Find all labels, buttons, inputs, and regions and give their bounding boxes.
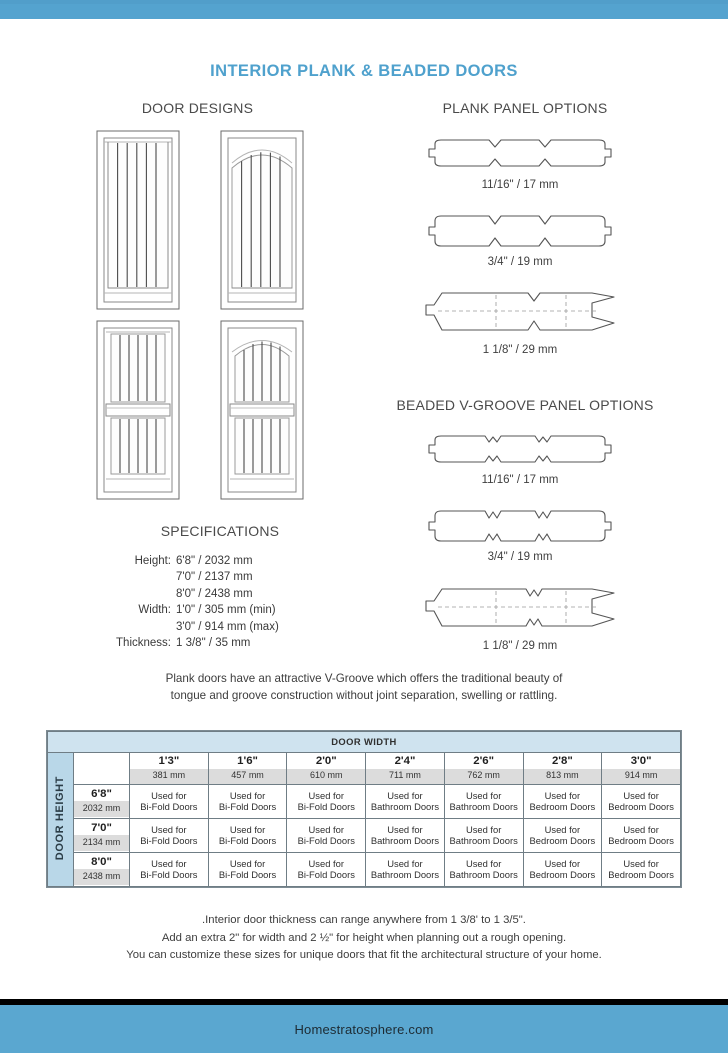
- cell-line-1: Used for: [308, 823, 344, 835]
- cell-line-2: Bedroom Doors: [529, 869, 596, 881]
- door-height-label: DOOR HEIGHT: [53, 775, 66, 861]
- blurb-line-1: Plank doors have an attractive V-Groove which offers the traditional beauty of: [165, 672, 563, 685]
- cell-1-3: [366, 818, 445, 852]
- height-mm: 2438 mm: [74, 869, 129, 884]
- door-size-table: [46, 730, 682, 888]
- width-mm: 813 mm: [524, 769, 602, 784]
- blurb-line-2: tongue and groove construction without joint separation, swelling or rattling.: [170, 689, 558, 702]
- top-accent-bar: [0, 0, 728, 19]
- note-line-3: You can customize these sizes for unique doors that fit the architectural structure of your home.: [126, 949, 602, 961]
- note-line-1: .Interior door thickness can range anywhere from 1 3/8' to 1 3/5".: [202, 914, 526, 926]
- cell-line-1: Used for: [465, 823, 502, 835]
- cell-2-4: [444, 852, 523, 886]
- cell-line-1: Used for: [308, 789, 344, 801]
- cell-line-1: Used for: [623, 789, 659, 801]
- beaded-caption-11-16: 11/16" / 17 mm: [481, 474, 559, 486]
- cell-1-1: [208, 818, 287, 852]
- cell-line-1: Used for: [229, 823, 266, 835]
- cell-0-0: [130, 784, 209, 818]
- cell-2-1: [208, 852, 287, 886]
- cell-line-2: Bi-Fold Doors: [140, 835, 198, 847]
- page-title: INTERIOR PLANK & BEADED DOORS: [210, 62, 518, 80]
- section-heading-specifications: SPECIFICATIONS: [160, 523, 280, 539]
- cell-0-3: [366, 784, 445, 818]
- spec-label: [60, 569, 176, 585]
- plank-profile-11-16: [427, 136, 613, 170]
- spec-value: 3'0" / 914 mm (max): [176, 620, 279, 633]
- beaded-profile-3-4: [427, 508, 613, 544]
- width-ft: 2'0": [315, 755, 337, 767]
- width-col-1: [208, 753, 287, 785]
- spec-row: [60, 569, 360, 585]
- spec-row: [60, 635, 360, 651]
- top-accent-bar-shade: [0, 0, 728, 4]
- cell-line-2: Bathroom Doors: [370, 835, 440, 847]
- cell-2-6: [602, 852, 681, 886]
- cell-line-1: Used for: [229, 857, 266, 869]
- beaded-profile-1-1-8: [420, 583, 620, 631]
- cell-line-2: Bathroom Doors: [449, 835, 518, 847]
- width-mm: 457 mm: [209, 769, 287, 784]
- width-col-2: [287, 753, 366, 785]
- table-row: [48, 852, 681, 886]
- cell-line-1: Used for: [151, 857, 187, 869]
- cell-line-2: Bedroom Doors: [529, 801, 596, 813]
- cell-line-2: Bi-Fold Doors: [218, 869, 277, 881]
- cell-line-1: Used for: [387, 857, 423, 869]
- cell-1-6: [602, 818, 681, 852]
- footer-bar: [0, 1005, 728, 1053]
- width-ft: 2'4": [394, 755, 416, 767]
- cell-line-2: Bedroom Doors: [608, 801, 674, 813]
- cell-line-2: Bedroom Doors: [608, 869, 674, 881]
- cell-line-2: Bedroom Doors: [529, 835, 596, 847]
- cell-line-2: Bi-Fold Doors: [140, 869, 198, 881]
- section-heading-plank-panel-options: PLANK PANEL OPTIONS: [442, 100, 608, 116]
- cell-2-2: [287, 852, 366, 886]
- beaded-profile-11-16: [427, 432, 613, 466]
- height-ft: 8'0": [91, 855, 112, 868]
- cell-line-2: Bi-Fold Doors: [218, 835, 277, 847]
- width-col-6: [602, 753, 681, 785]
- width-col-4: [444, 753, 523, 785]
- spec-label: [60, 586, 176, 602]
- section-heading-door-designs: DOOR DESIGNS: [141, 100, 254, 116]
- plank-caption-3-4: 3/4" / 19 mm: [487, 256, 553, 268]
- plank-caption-11-16: 11/16" / 17 mm: [481, 179, 559, 191]
- height-ft: 6'8": [91, 787, 112, 800]
- cell-line-1: Used for: [387, 823, 423, 835]
- width-ft: 2'8": [551, 755, 573, 767]
- cell-line-1: Used for: [229, 789, 266, 801]
- cell-line-2: Bedroom Doors: [608, 835, 674, 847]
- spec-value: 6'8" / 2032 mm: [176, 555, 253, 567]
- table-row: [48, 818, 681, 852]
- door-illustration-two-panel-arched: [220, 320, 304, 500]
- cell-0-2: [287, 784, 366, 818]
- plank-caption-1-1-8: 1 1/8" / 29 mm: [482, 344, 558, 356]
- width-ft: 2'6": [473, 755, 495, 767]
- spec-value: 1'0" / 305 mm (min): [176, 604, 276, 617]
- width-mm: 711 mm: [366, 769, 444, 784]
- width-mm: 381 mm: [130, 769, 208, 784]
- width-ft: 3'0": [630, 755, 652, 767]
- cell-line-2: Bi-Fold Doors: [140, 801, 198, 813]
- width-col-0: [130, 753, 209, 785]
- cell-0-1: [208, 784, 287, 818]
- width-ft: 1'6": [237, 755, 258, 767]
- cell-line-1: Used for: [465, 857, 502, 869]
- spec-row: [60, 586, 360, 602]
- cell-line-1: Used for: [544, 857, 581, 869]
- note-line-2: Add an extra 2" for width and 2 ½" for height when planning out a rough opening.: [161, 931, 567, 944]
- table-width-row: [48, 753, 681, 785]
- height-row-2: [74, 852, 130, 886]
- table-header-row: [48, 732, 681, 753]
- cell-0-4: [444, 784, 523, 818]
- beaded-caption-1-1-8: 1 1/8" / 29 mm: [482, 640, 558, 652]
- spec-value: 7'0" / 2137 mm: [176, 571, 253, 584]
- cell-1-0: [130, 818, 209, 852]
- cell-line-1: Used for: [151, 823, 187, 835]
- door-illustration-plank-arched: [220, 130, 304, 310]
- width-mm: 914 mm: [602, 769, 680, 784]
- spec-row: [60, 602, 360, 618]
- spec-label: Height:: [134, 555, 171, 567]
- cell-2-5: [523, 852, 602, 886]
- spec-label: [60, 619, 176, 635]
- width-mm: 762 mm: [445, 769, 523, 784]
- door-illustration-plank-flat: [96, 130, 180, 310]
- cell-line-2: Bi-Fold Doors: [218, 801, 277, 813]
- cell-1-5: [523, 818, 602, 852]
- plank-profile-1-1-8: [420, 287, 620, 335]
- cell-line-2: Bathroom Doors: [449, 801, 518, 813]
- width-ft: 1'3": [158, 755, 180, 767]
- cell-line-1: Used for: [151, 789, 187, 801]
- spec-label: Width:: [138, 604, 171, 617]
- cell-0-6: [602, 784, 681, 818]
- table-row: [48, 784, 681, 818]
- cell-line-1: Used for: [544, 823, 581, 835]
- cell-line-1: Used for: [308, 857, 344, 869]
- height-ft: 7'0": [91, 821, 112, 834]
- spec-label: Thickness:: [116, 637, 171, 650]
- cell-line-2: Bathroom Doors: [370, 869, 440, 881]
- cell-line-2: Bathroom Doors: [449, 869, 518, 881]
- plank-profile-3-4: [427, 213, 613, 249]
- cell-1-4: [444, 818, 523, 852]
- site-name: Homestratosphere.com: [294, 1021, 434, 1037]
- spec-row: [60, 619, 360, 635]
- height-mm: 2032 mm: [74, 801, 129, 816]
- cell-line-1: Used for: [465, 789, 502, 801]
- spec-value: 1 3/8" / 35 mm: [176, 637, 251, 650]
- cell-line-2: Bi-Fold Doors: [297, 835, 355, 847]
- door-illustration-two-panel-flat: [96, 320, 180, 500]
- cell-line-2: Bathroom Doors: [370, 801, 440, 813]
- cell-line-1: Used for: [544, 789, 581, 801]
- width-mm: 610 mm: [287, 769, 365, 784]
- width-col-3: [366, 753, 445, 785]
- plank-door-description: [64, 670, 664, 704]
- cell-2-3: [366, 852, 445, 886]
- cell-line-1: Used for: [623, 823, 659, 835]
- cell-0-5: [523, 784, 602, 818]
- cell-line-2: Bi-Fold Doors: [297, 869, 355, 881]
- width-col-5: [523, 753, 602, 785]
- cell-line-1: Used for: [387, 789, 423, 801]
- door-width-header: DOOR WIDTH: [48, 732, 681, 753]
- height-row-1: [74, 818, 130, 852]
- cell-line-2: Bi-Fold Doors: [297, 801, 355, 813]
- cell-1-2: [287, 818, 366, 852]
- spec-row: [60, 553, 360, 569]
- footer-notes: [34, 912, 694, 965]
- height-mm: 2134 mm: [74, 835, 129, 850]
- cell-line-1: Used for: [623, 857, 659, 869]
- spec-value: 8'0" / 2438 mm: [176, 587, 253, 600]
- beaded-caption-3-4: 3/4" / 19 mm: [487, 551, 553, 563]
- specifications-list: [60, 553, 360, 651]
- corner-blank-cell: [74, 753, 130, 785]
- height-row-0: [74, 784, 130, 818]
- cell-2-0: [130, 852, 209, 886]
- section-heading-beaded-panel-options: BEADED V-GROOVE PANEL OPTIONS: [396, 397, 654, 413]
- door-height-header: [48, 753, 74, 887]
